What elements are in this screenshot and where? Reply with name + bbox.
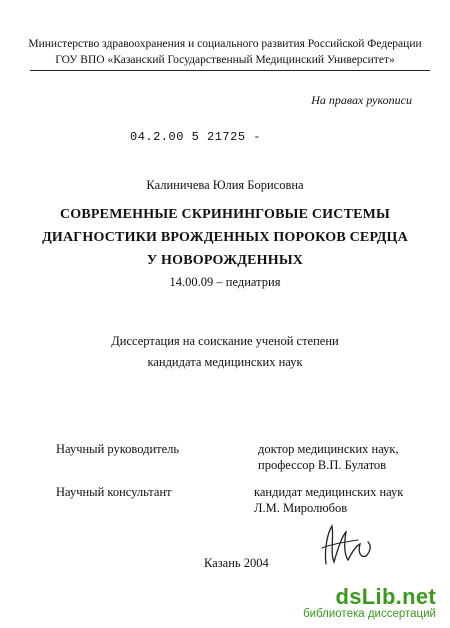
specialty-code: 14.00.09 – педиатрия (169, 275, 281, 289)
watermark-subtitle: библиотека диссертаций (303, 608, 436, 620)
consultant-degree: кандидат медицинских наук (254, 485, 404, 499)
header-divider (30, 70, 430, 71)
supervisor-role: Научный руководитель (56, 442, 180, 456)
city-year: Казань 2004 (204, 556, 269, 570)
consultant-role: Научный консультант (56, 485, 172, 499)
watermark-logo: dsLib.net (335, 584, 436, 609)
author-name: Калиничева Юлия Борисовна (146, 178, 304, 192)
signature-image (318, 518, 378, 572)
title-line-1: СОВРЕМЕННЫЕ СКРИНИНГОВЫЕ СИСТЕМЫ (59, 207, 391, 222)
dissertation-line-2: кандидата медицинских наук (147, 355, 303, 369)
dissertation-line-1: Диссертация на соискание ученой степени (111, 334, 339, 348)
title-line-2: ДИАГНОСТИКИ ВРОЖДЕННЫХ ПОРОКОВ СЕРДЦА (42, 230, 408, 245)
university-header: ГОУ ВПО «Казанский Государственный Медицинский Университет» (55, 54, 395, 66)
rights-notice: На правах рукописи (311, 93, 412, 107)
supervisor-degree: доктор медицинских наук, (258, 442, 399, 456)
title-line-3: У НОВОРОЖДЕННЫХ (146, 253, 304, 268)
catalog-code: 04.2.00 5 21725 - (130, 130, 261, 144)
ministry-header: Министерство здравоохранения и социального развития Российской Федерации (28, 38, 422, 50)
supervisor-name: профессор В.П. Булатов (258, 458, 387, 472)
consultant-name: Л.М. Миролюбов (254, 501, 348, 515)
